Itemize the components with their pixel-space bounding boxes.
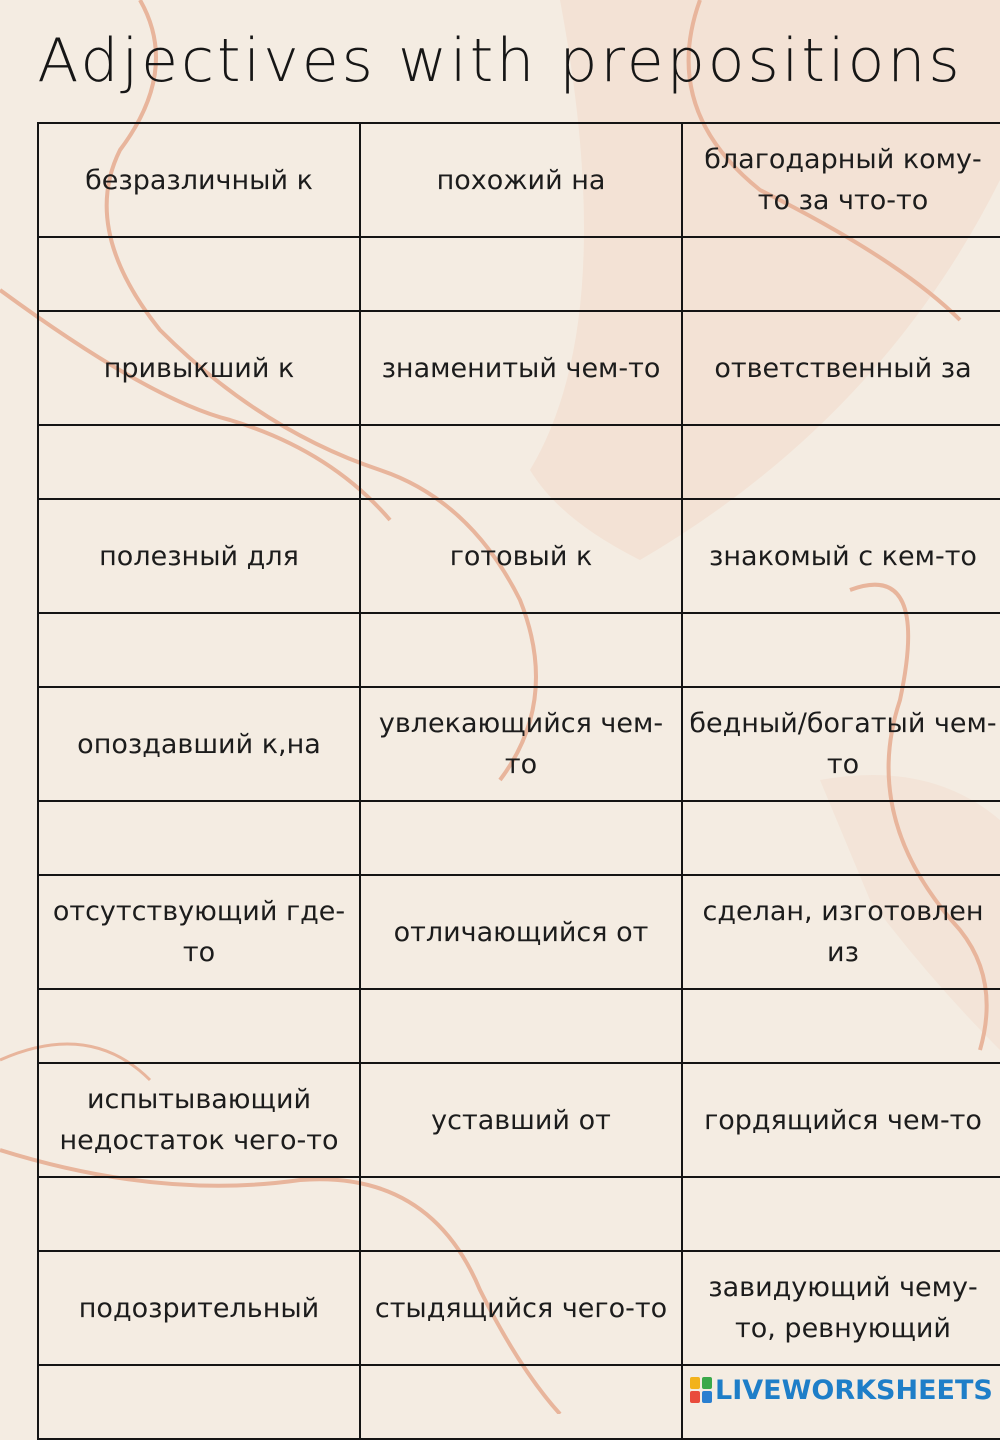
adjective-cell: полезный для — [38, 499, 360, 613]
answer-input[interactable] — [39, 614, 363, 686]
answer-cell — [682, 237, 1000, 311]
answer-row — [38, 989, 1000, 1063]
adjective-cell: опоздавший к,на — [38, 687, 360, 801]
answer-input[interactable] — [361, 426, 685, 498]
adjective-cell: подозрительный — [38, 1251, 360, 1365]
adjectives-table — [37, 122, 1000, 1440]
word-row — [38, 875, 1000, 989]
answer-cell — [38, 1177, 360, 1251]
answer-cell — [360, 613, 682, 687]
adjective-cell: уставший от — [360, 1063, 682, 1177]
answer-input[interactable] — [683, 802, 1000, 874]
answer-cell — [360, 425, 682, 499]
adjective-cell: увлекающийся чем-то — [360, 687, 682, 801]
answer-input[interactable] — [39, 426, 363, 498]
answer-input[interactable] — [39, 990, 363, 1062]
answer-cell — [38, 425, 360, 499]
answer-row — [38, 1177, 1000, 1251]
answer-row — [38, 425, 1000, 499]
answer-input[interactable] — [361, 990, 685, 1062]
answer-cell — [682, 425, 1000, 499]
answer-cell — [682, 613, 1000, 687]
adjective-cell: ответственный за — [682, 311, 1000, 425]
answer-cell — [38, 1365, 360, 1439]
adjective-cell: сделан, изготовлен из — [682, 875, 1000, 989]
answer-input[interactable] — [361, 1178, 685, 1250]
adjective-cell: знакомый с кем-то — [682, 499, 1000, 613]
adjective-cell: бедный/богатый чем-то — [682, 687, 1000, 801]
word-row — [38, 499, 1000, 613]
adjective-cell: отсутствующий где-то — [38, 875, 360, 989]
answer-input[interactable] — [361, 1366, 685, 1438]
answer-input[interactable] — [39, 1366, 363, 1438]
answer-row — [38, 613, 1000, 687]
word-row — [38, 1251, 1000, 1365]
answer-cell — [360, 801, 682, 875]
answer-input[interactable] — [683, 1178, 1000, 1250]
adjective-cell: похожий на — [360, 123, 682, 237]
answer-input[interactable] — [39, 238, 363, 310]
word-row — [38, 311, 1000, 425]
adjective-cell: гордящийся чем-то — [682, 1063, 1000, 1177]
answer-cell — [360, 1365, 682, 1439]
answer-cell — [38, 613, 360, 687]
answer-input[interactable] — [361, 238, 685, 310]
answer-input[interactable] — [361, 802, 685, 874]
liveworksheets-logo — [690, 1374, 993, 1406]
adjective-cell: испытывающий недостаток чего-то — [38, 1063, 360, 1177]
word-row — [38, 123, 1000, 237]
adjective-cell: привыкший к — [38, 311, 360, 425]
answer-input[interactable] — [683, 990, 1000, 1062]
adjective-cell: готовый к — [360, 499, 682, 613]
word-row — [38, 687, 1000, 801]
answer-input[interactable] — [683, 426, 1000, 498]
adjective-cell: стыдящийся чего-то — [360, 1251, 682, 1365]
answer-row — [38, 237, 1000, 311]
brand-name: LIVEWORKSHEETS — [715, 1374, 993, 1406]
answer-input[interactable] — [39, 1178, 363, 1250]
adjective-cell: безразличный к — [38, 123, 360, 237]
answer-row — [38, 801, 1000, 875]
answer-cell — [38, 989, 360, 1063]
answer-cell — [38, 801, 360, 875]
page-title: Adjectives with prepositions — [37, 26, 963, 96]
liveworksheets-logo-icon — [690, 1377, 712, 1403]
answer-cell — [682, 1177, 1000, 1251]
answer-input[interactable] — [361, 614, 685, 686]
word-row — [38, 1063, 1000, 1177]
answer-cell — [682, 801, 1000, 875]
answer-cell — [682, 989, 1000, 1063]
answer-input[interactable] — [683, 614, 1000, 686]
adjective-cell: отличающийся от — [360, 875, 682, 989]
answer-cell — [360, 237, 682, 311]
adjective-cell: знаменитый чем-то — [360, 311, 682, 425]
adjective-cell: завидующий чему-то, ревнующий — [682, 1251, 1000, 1365]
answer-cell — [360, 1177, 682, 1251]
answer-cell — [38, 237, 360, 311]
answer-input[interactable] — [39, 802, 363, 874]
answer-input[interactable] — [683, 238, 1000, 310]
adjective-cell: благодарный кому-то за что-то — [682, 123, 1000, 237]
answer-cell — [360, 989, 682, 1063]
